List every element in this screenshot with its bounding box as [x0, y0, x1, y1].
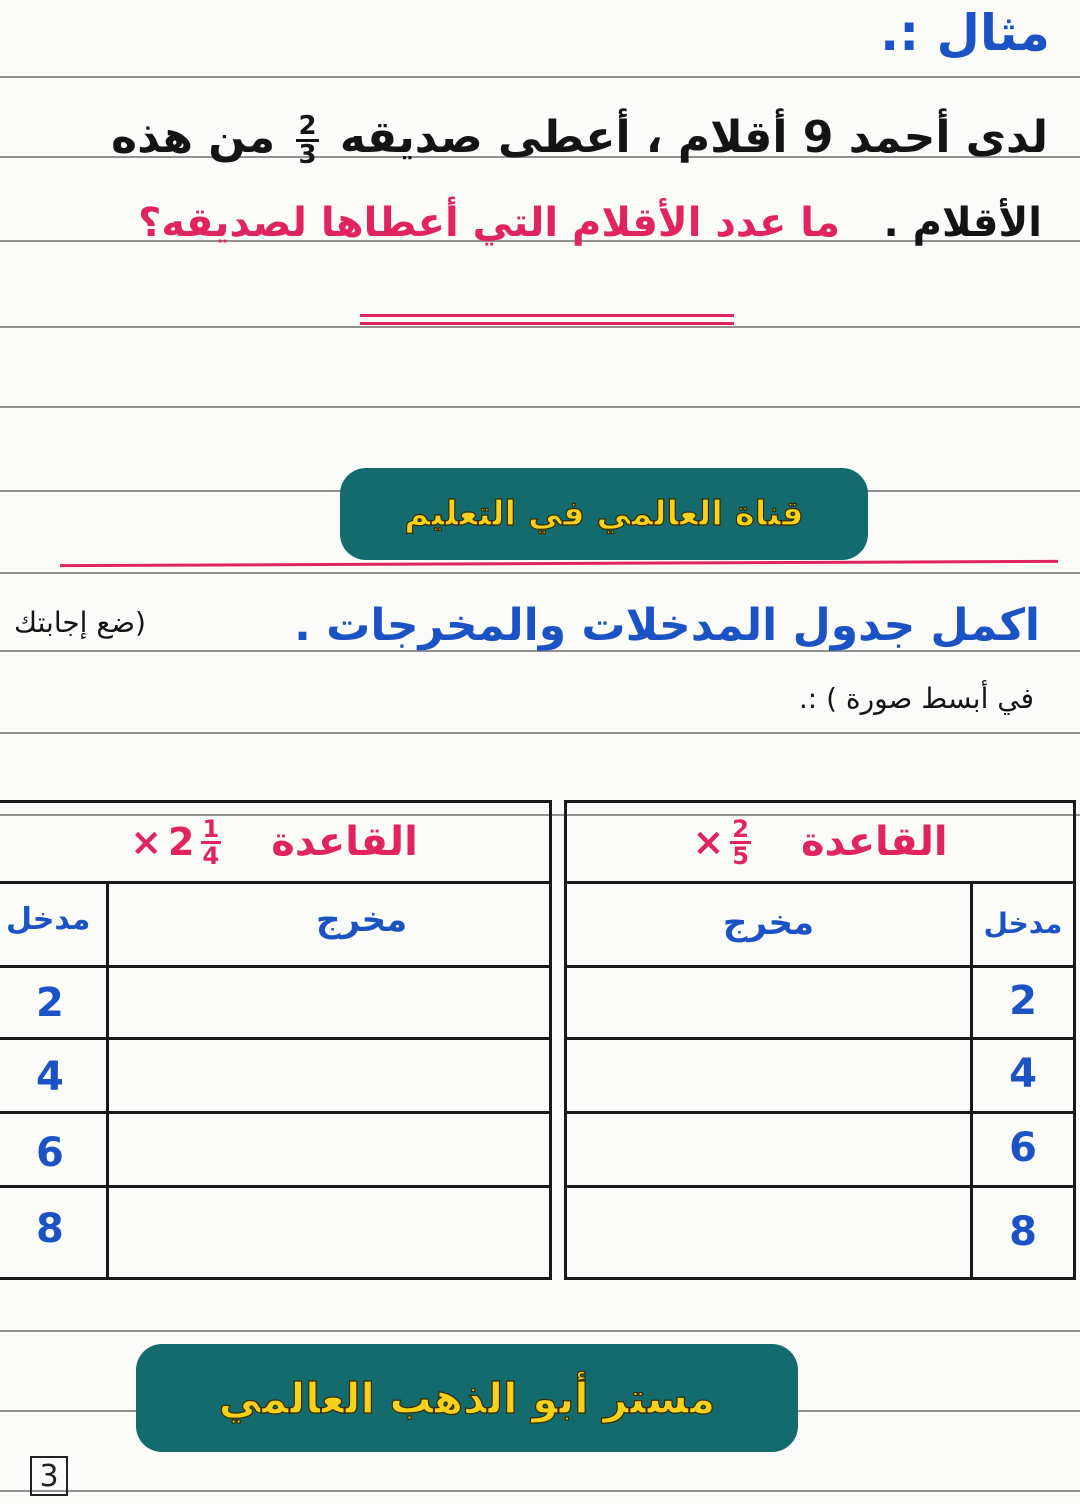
rule-value: × $\frac{2}{5}$	[692, 814, 749, 870]
table-row	[567, 1037, 1073, 1114]
channel-banner: قناة العالمي في التعليم	[340, 468, 868, 560]
output-cell[interactable]	[567, 1111, 970, 1185]
rule-fraction-den: 5	[732, 841, 749, 870]
notebook-line	[0, 732, 1080, 734]
rule-label: القاعدة	[800, 819, 948, 865]
task-title: اكمل جدول المدخلات والمخرجات .	[294, 600, 1040, 651]
output-cell[interactable]	[114, 1114, 546, 1184]
output-cell[interactable]	[114, 1188, 546, 1276]
notebook-line	[0, 76, 1080, 78]
output-cell[interactable]	[567, 1037, 970, 1111]
input-cell: 2	[1009, 978, 1037, 1024]
table-row	[567, 1111, 1073, 1188]
example-question: ما عدد الأقلام التي أعطاها لصديقه؟	[138, 200, 840, 246]
input-cell: 6	[1009, 1125, 1037, 1171]
input-cell: 2	[36, 980, 64, 1026]
divider-line	[360, 314, 734, 317]
input-cell: 4	[36, 1054, 64, 1100]
col-header-output: مخرج	[722, 903, 815, 943]
output-cell[interactable]	[567, 1185, 970, 1279]
teacher-banner: مستر أبو الذهب العالمي	[136, 1344, 798, 1452]
input-cell: 6	[36, 1130, 64, 1176]
notebook-line	[0, 572, 1080, 574]
input-cell: 4	[1009, 1051, 1037, 1097]
col-header-input: مدخل	[983, 906, 1063, 940]
input-cell: 8	[36, 1206, 64, 1252]
table-header-row	[567, 881, 1073, 968]
input-cell: 8	[1009, 1209, 1037, 1255]
output-cell[interactable]	[114, 1040, 546, 1110]
page-number: 3	[30, 1456, 68, 1496]
task-note-1: (ضع إجابتك	[14, 606, 146, 639]
example-text-part1: لدى أحمد 9 أقلام ، أعطى صديقه	[339, 112, 1048, 163]
rule-label: القاعدة	[271, 819, 418, 865]
rule-fraction	[201, 814, 222, 870]
rule-fraction-num: 1	[202, 814, 220, 843]
table-rule-header	[567, 803, 1073, 884]
notebook-line	[0, 406, 1080, 408]
io-table-right	[564, 800, 1076, 1280]
output-cell[interactable]	[114, 966, 546, 1036]
fraction-two-thirds	[296, 110, 318, 170]
table-grid	[567, 881, 1073, 1277]
notebook-line	[0, 1490, 1080, 1492]
table-rule-header	[0, 803, 549, 884]
table-row	[567, 1185, 1073, 1279]
section-divider	[60, 560, 1058, 567]
fraction-numerator: 2	[298, 110, 317, 141]
example-heading: مثال :.	[880, 4, 1050, 62]
col-header-output: مخرج	[316, 900, 408, 940]
fraction-denominator: 3	[298, 139, 317, 170]
output-cell[interactable]	[567, 965, 970, 1037]
rule-fraction-den: 4	[202, 841, 220, 870]
rule-value: × 2 $\frac{1}{4}$	[130, 814, 220, 870]
example-line-1	[111, 112, 1048, 168]
example-text-pens: الأقلام .	[883, 200, 1042, 246]
table-row	[567, 965, 1073, 1040]
example-text-part2: من هذه	[111, 112, 276, 163]
notebook-line	[0, 1330, 1080, 1332]
divider-line	[360, 322, 734, 325]
notebook-line	[0, 326, 1080, 328]
col-header-input: مدخل	[6, 902, 91, 937]
task-note-2: في أبسط صورة ) :.	[798, 682, 1034, 715]
rule-fraction	[730, 814, 751, 870]
rule-whole: 2	[168, 820, 195, 864]
rule-fraction-num: 2	[732, 814, 749, 843]
